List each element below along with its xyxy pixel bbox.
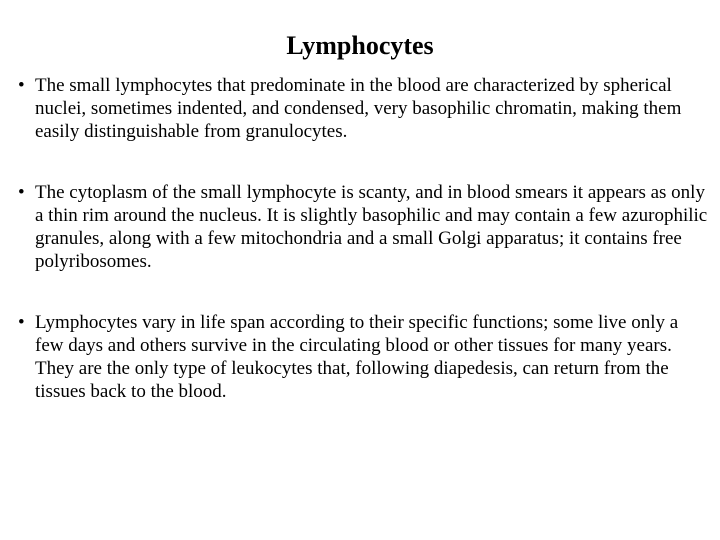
bullet-text: The small lymphocytes that predominate in the blood are characterized by spherical nuclei, sometimes indented, and condensed, very basophilic chromatin, making them easily distinguishable from granulocytes.: [35, 75, 682, 142]
bullet-item: [18, 181, 708, 273]
bullet-list: [18, 74, 708, 441]
bullet-point-icon: •: [18, 75, 25, 96]
bullet-point-icon: •: [18, 312, 25, 333]
bullet-item: [18, 74, 708, 143]
bullet-item: [18, 311, 708, 403]
bullet-text: Lymphocytes vary in life span according to their specific functions; some live only a few days and others survive in the circulating blood or other tissues for many years. They are the only type of leukocytes that, following diapedesis, can return from the tissues back to the blood.: [35, 312, 679, 402]
bullet-text: The cytoplasm of the small lymphocyte is scanty, and in blood smears it appears as only a thin rim around the nucleus. It is slightly basophilic and may contain a few azurophilic granules, along with a few mitochondria and a small Golgi apparatus; it contains free polyribosomes.: [35, 182, 708, 272]
bullet-point-icon: •: [18, 182, 25, 203]
slide-title: Lymphocytes: [286, 31, 434, 60]
